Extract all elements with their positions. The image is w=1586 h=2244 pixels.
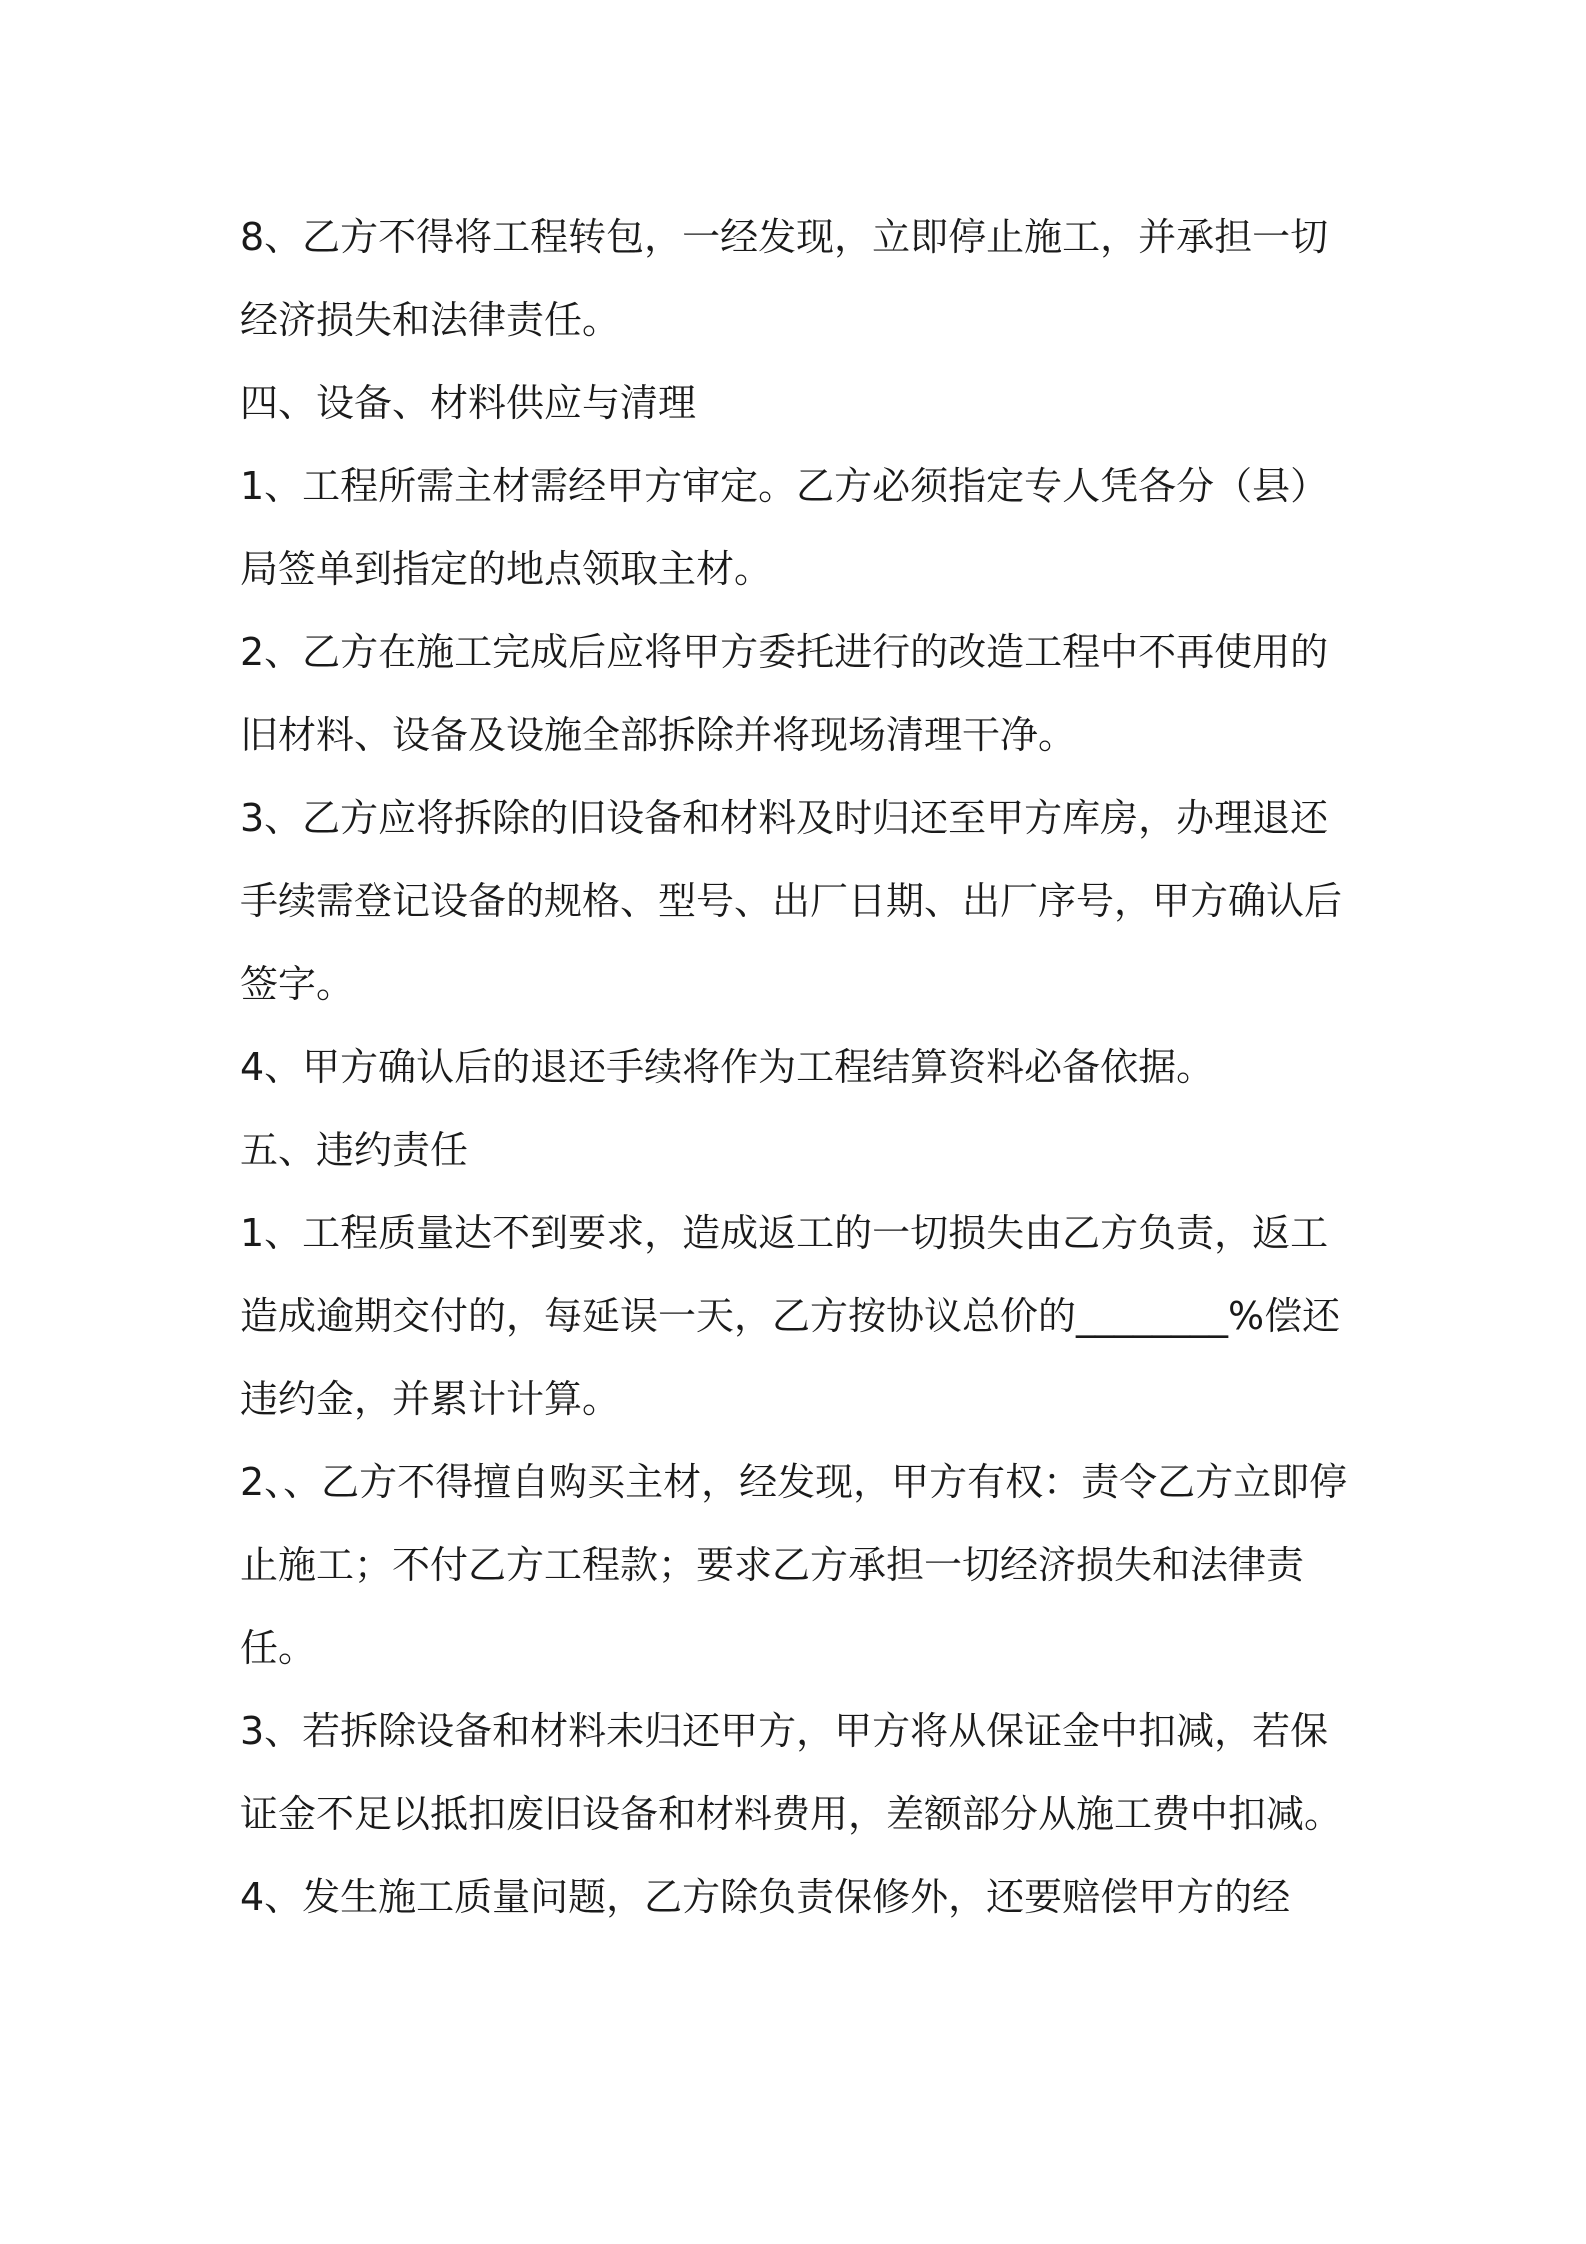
- paragraph-clause-8: 8、乙方不得将工程转包，一经发现，立即停止施工，并承担一切经济损失和法律责任。: [240, 215, 1329, 342]
- section-heading-liability: 五、违约责任: [240, 1128, 469, 1172]
- paragraph-clause-5-3: 3、若拆除设备和材料未归还甲方，甲方将从保证金中扣减，若保证金不足以抵扣废旧设备和材料费用，差额部分从施工费中扣减。: [240, 1709, 1343, 1836]
- paragraph-clause-5-2: 2、、乙方不得擅自购买主材，经发现，甲方有权：责令乙方立即停止施工；不付乙方工程款；要求乙方承担一切经济损失和法律责任。: [240, 1460, 1348, 1670]
- paragraph-clause-5-4: 4、发生施工质量问题，乙方除负责保修外，还要赔偿甲方的经: [240, 1875, 1291, 1919]
- paragraph-clause-4-4: 4、甲方确认后的退还手续将作为工程结算资料必备依据。: [240, 1045, 1215, 1089]
- document-body: [240, 196, 1360, 1939]
- paragraph-clause-4-3: 3、乙方应将拆除的旧设备和材料及时归还至甲方库房，办理退还手续需登记设备的规格、型号、出厂日期、出厂序号，甲方确认后签字。: [240, 796, 1343, 1006]
- paragraph-clause-5-1: 1、工程质量达不到要求，造成返工的一切损失由乙方负责，返工造成逾期交付的，每延误一天，乙方按协议总价的________%偿还违约金，并累计计算。: [240, 1211, 1341, 1421]
- paragraph-clause-4-2: 2、乙方在施工完成后应将甲方委托进行的改造工程中不再使用的旧材料、设备及设施全部拆除并将现场清理干净。: [240, 630, 1329, 757]
- section-heading-equipment-materials: 四、设备、材料供应与清理: [240, 381, 697, 425]
- paragraph-clause-4-1: 1、工程所需主材需经甲方审定。乙方必须指定专人凭各分（县）局签单到指定的地点领取主材。: [240, 464, 1329, 591]
